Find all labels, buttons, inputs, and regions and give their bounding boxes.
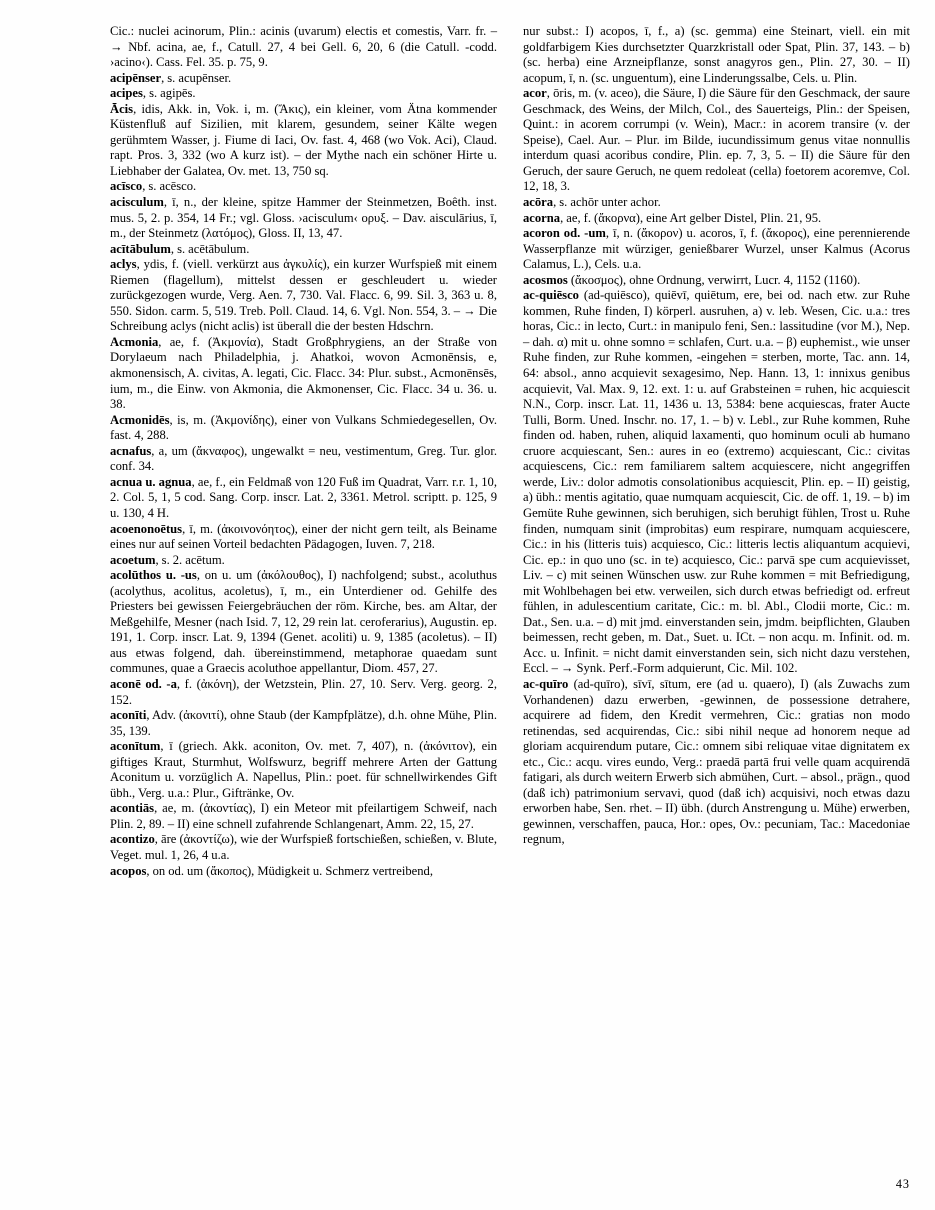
entry-body: , ae, m. (ἀκοντίας), I) ein Meteor mit pfeilartigem Schweif, nach Plin. 2, 89. – II) eine schnell zufahrende Schlangenart, Amm. 22, 15, 27.	[110, 801, 497, 831]
dictionary-entry	[110, 739, 497, 801]
dictionary-entry	[110, 832, 497, 863]
entry-body: , on u. um (ἀκόλουθος), I) nachfolgend; subst., acoluthus (acolythus, acolitus, acoletus), ī, m., ein Unterdiener od. Gehilfe des Priesters bei gewissen Feiergebräuchen der röm. Kirche, bes. am Altar, der Meßgehilfe, Mesner (nach Isid. 7, 12, 29 rein lat. ceroferarius), Augustin. ep. 191, 1. Corp. inscr. Lat. 9, 1394 (Genet. acoliti) u. 9, 1385 (acoletus). – II) aus etwas folgend, dah. übereinstimmend, metaphorae quaedam sunt communes, quae a Graecis acoluthoe appellantur, Diom. 457, 27.	[110, 568, 497, 676]
entry-body: , ōris, m. (v. aceo), die Säure, I) die Säure für den Geschmack, der saure Geschmack, des Weins, der Milch, Col., des Sauerteigs, Plin.: der Speisen, Quint.: in acorem corrumpi (v. Wein), Macr.: in acorem transire (v. der Speise), Cael. Aur. – Plur. im Bilde, iucundissimum genus vitae nonnullis interdum quasi acoribus condire, Plin. ep. 7, 3, 5. – II) die Säure für den Geruch, der saure Geruch, ne quem redoleat (cella) foetorem acoremve, Col. 12, 18, 3.	[523, 86, 910, 194]
entry-headword: acōra	[523, 195, 554, 210]
entry-headword: Ācis	[110, 101, 134, 116]
entry-headword: acor	[523, 86, 547, 101]
dictionary-entry	[110, 708, 497, 739]
entry-headword: ac-quīro	[523, 676, 569, 691]
dictionary-entry	[110, 257, 497, 335]
dictionary-entry	[110, 195, 497, 242]
entry-body: , s. 2. acētum.	[155, 552, 225, 567]
entry-headword: acoenonoētus	[110, 521, 183, 536]
dictionary-entry	[110, 475, 497, 522]
entry-body: , f. (ἀκόνη), der Wetzstein, Plin. 27, 10. Serv. Verg. georg. 2, 152.	[110, 676, 497, 707]
dictionary-entry	[523, 226, 910, 273]
entry-headword: acisculum	[110, 195, 164, 210]
entry-body: , a, um (ἄκναφος), ungewalkt = neu, vestimentum, Greg. Tur. glor. conf. 34.	[110, 443, 497, 474]
entry-body: , ī (griech. Akk. aconiton, Ov. met. 7, 407), n. (ἀκόνιτον), ein giftiges Kraut, Sturmhut, Wolfswurz, begriff mehrere Arten der Gattung Aconitum u. vorzüglich A. Napellus, Plin.: poet. für schnellwirkendes Gift übh., Verg. u.a.: Plur., Giftränke, Ov.	[110, 739, 497, 800]
entry-body: , ī, n. (ἄκορον) u. acoros, ī, f. (ἄκορος), eine perennierende Wasserpflanze mit würziger, genießbarer Wurzel, unser Kalmus (Acorus Calamus, L.), Cels. u.a.	[523, 226, 910, 272]
entry-body: (ad-quiēsco), quiēvī, quiētum, ere, bei od. nach etw. zur Ruhe kommen, Ruhe finden, I) körperl. ausruhen, a) v. leb. Wesen, Cic. u.a.: tres horas, Cic.: in lecto, Curt.: in manipulo feni, Sen.: lassitudine (vor M.), Nep. – dah. α) mit u. ohne somno = schlafen, Curt. u.a. – β) euphemist., wie unser Ruhe finden, zur Ruhe kommen, -eingehen = sterben, morte, Tac. ann. 14, 64: absol., anno acquievit sexagesimo, Nep. Hann. 13, 1: innixus genibus acquievit, Val. Max. 9, 12. ext. 1: u. auf Grabsteinen = ruhen, hic acquiescit N.N., Corp. inscr. Lat. 11, 1436 u. 13, 5384: bene acquiescas, frater Aucte Tulli, Borm. Uned. Inschr. no. 17, 1. – b) v. Lebl., zur Ruhe kommen, Ruhe finden od. haben, ruhen, aliquid laxamenti, quo hominum oculi ab humano cruore acquiescant, Sen.: aures in eo (extremo) acquiescant, Cic.: civitas acquiescens, Cic.: rem familiarem saltem acquiescere, nicht angegriffen werde, Liv.: dolor admotis consolationibus acquiescit, Plin. ep. – II) geistig, a) übh.: mentis agitatio, quae numquam acquiescit, Cic. de off. 1, 19. – b) im Gemüte Ruhe gewinnen, sich beruhigen, sich beruhigt fühlen, Trost u. Ruhe finden, numquam sinit (improbitas) eum respirare, numquam acquiescere, Cic.: in his (litteris tuis) acquiesco, Cic.: litteris lectis aliquantum acquievi, Cic. ep.: in quo uno (sc. in te) acquiesco, Cic.: parvā spe cum acquievisset, Liv. – c) mit seinen Wünschen usw. zur Ruhe kommen = mit Befriedigung, mit Wohlbehagen bei etw. verweilen, sich durch etwas befriedigt od. erfreut fühlen, in adulescentium caritate, Cic.: m. bl. Abl., Clodii morte, Cic.: m. Dat., Sen. u.a. – d) mit jmd. einverstanden sein, jmdm. beipflichten, Glauben beimessen, recht geben, m. Dat., Suet. u. ICt. – non acqu. m. Infinit. od. m. Acc. u. Infinit. = nicht damit einverstanden sein, sich nicht dazu verstehen, Eccl. – → Synk. Perf.-Form adquierunt, Cic. Mil. 102.	[523, 288, 910, 676]
dictionary-entry	[523, 273, 910, 289]
entry-body: , idis, Akk. in, Vok. i, m. (Ἄκις), ein kleiner, vom Ätna kommender Küstenfluß auf Sizilien, mit klarem, gesundem, seiner Kälte wegen gerühmtem Wasser, j. Fiume di Iaci, Ov. fast. 4, 468 (wo Vok. Aci), Claud. rapt. Pros. 3, 332 (wo A kurz ist). – der Mythe nach ein schöner Hirte u. Liebhaber der Galatea, Ov. met. 13, 750 sq.	[110, 101, 497, 178]
entry-body: , on od. um (ἄκοπος), Müdigkeit u. Schmerz vertreibend,	[146, 863, 433, 878]
entry-headword: Acmonidēs	[110, 412, 170, 427]
entry-headword: aconītum	[110, 739, 161, 754]
continuation-body: Cic.: nuclei acinorum, Plin.: acinis (uvarum) electis et comestis, Varr. fr. – → Nbf. acina, ae, f., Catull. 27, 4 bei Gell. 6, 20, 6 (die Catull. -codd. ›acino‹). Cass. Fel. 35. p. 75, 9.	[110, 24, 497, 70]
entry-body: , Adv. (ἀκονιτί), ohne Staub (der Kampfplätze), d.h. ohne Mühe, Plin. 35, 139.	[110, 708, 497, 738]
left-column	[110, 24, 497, 1154]
dictionary-entry	[523, 677, 910, 848]
entry-body: , s. acupēnser.	[161, 70, 232, 85]
entry-headword: acipes	[110, 86, 143, 101]
entry-headword: acoetum	[110, 552, 156, 567]
right-column	[523, 24, 910, 1154]
entry-body: , ydis, f. (viell. verkürzt aus ἀγκυλίς), ein kurzer Wurfspieß mit einem Riemen (flagellum), mittelst dessen er geschleudert u. wieder zurückgezogen wurde, Verg. Aen. 7, 730. Val. Flacc. 6, 99. Sil. 3, 363 u. 8, 550. Sidon. carm. 5, 519. Treb. Poll. Claud. 14, 6. Vgl. Non. 554, 3. – → Die Schreibung aclys (nicht aclis) ist überall die der besten Hdschrn.	[110, 257, 497, 334]
dictionary-entry	[523, 195, 910, 211]
entry-body: , āre (ἀκοντίζω), wie der Wurfspieß fortschießen, schießen, v. Blute, Veget. mul. 1, 26, 4 u.a.	[110, 832, 497, 862]
entry-headword: acosmos	[523, 272, 568, 287]
entry-body: , s. agipēs.	[142, 86, 196, 101]
dictionary-entry	[110, 179, 497, 195]
entry-body: , s. achōr unter achor.	[553, 195, 661, 210]
dictionary-entry	[110, 677, 497, 708]
dictionary-entry	[110, 553, 497, 569]
entry-headword: acīsco	[110, 179, 143, 194]
entry-headword: aclys	[110, 257, 137, 272]
entry-headword: acnua u. agnua	[110, 474, 192, 489]
dictionary-entry	[110, 413, 497, 444]
entry-headword: acontizo	[110, 832, 155, 847]
dictionary-entry	[523, 288, 910, 677]
entry-body: , ae, f. (ἄκορνα), eine Art gelber Distel, Plin. 21, 95.	[560, 210, 822, 225]
entry-headword: acopos	[110, 863, 147, 878]
dictionary-entry	[110, 568, 497, 677]
entry-headword: acipēnser	[110, 70, 162, 85]
dictionary-entry	[523, 86, 910, 195]
entry-body: , ī, m. (ἀκοινονόητος), einer der nicht gern teilt, als Beiname eines nur auf seinen Vorteil bedachten Pädagogen, Iuven. 7, 218.	[110, 521, 497, 552]
entry-headword: acontiās	[110, 801, 155, 816]
dictionary-entry	[110, 86, 497, 102]
entry-body: (ἄκοσμος), ohne Ordnung, verwirrt, Lucr. 4, 1152 (1160).	[567, 272, 861, 287]
entry-body: (ad-quīro), sīvī, sītum, ere (ad u. quaero), I) (als Zuwachs zum Vorhandenen) dazu erwerben, -gewinnen, de possessione detrahere, acquirere ad fidem, den Kredit vermehren, Cic.: gratias non modo retinendas, sed acquirendas, Cic.: sibi nihil neque ad honorem neque ad gloriam acquirendum putare, Cic.: omnem sibi reliquae vitae dignitatem ex etc., Cic.: acqu. vires eundo, Verg.: praedā partā frui velle quam acquirendā fatigari, als durch weitern Erwerb sich abmühen, Curt. – absol., prägn., quod (daß ich) patrimonium servavi, quod (daß ich) acquisivi, noch etwas dazu erworben habe, Sen. rhet. – II) übh. (durch Anstrengung u. Mühe) erwerben, gewinnen, verschaffen, pauca, Hor.: opes, Ov.: pecuniam, Tac.: Macedoniae regnum,	[523, 676, 910, 847]
entry-body: , ae, f. (Ἀκμονία), Stadt Großphrygiens, an der Straße von Dorylaeum nach Philadelphia, j. Ahatkoi, wovon Acmonēnsis, e, akmonensisch, A. civitas, A. legati, Cic. Flacc. 34: Plur. subst., Acmonēnsēs, ium, m., die Einw. von Akmonia, die Akmonenser, Cic. Flacc. 34 u. 36. u. 38.	[110, 334, 497, 412]
dictionary-entry	[523, 211, 910, 227]
entry-headword: acoron od. -um	[523, 226, 606, 241]
entry-headword: ac-quiēsco	[523, 288, 579, 303]
entry-headword: acorna	[523, 210, 561, 225]
entry-body: , s. acēsco.	[142, 179, 197, 194]
dictionary-entry	[110, 102, 497, 180]
dictionary-entry	[110, 864, 497, 880]
dictionary-entry	[110, 242, 497, 258]
entry-headword: Acmonia	[110, 334, 159, 349]
entry-headword: acnafus	[110, 443, 152, 458]
dictionary-entry	[110, 335, 497, 413]
dictionary-entry	[110, 801, 497, 832]
entry-headword: aconīti	[110, 708, 147, 723]
entry-headword: aconē od. -a	[110, 676, 177, 691]
entry-headword: acītābulum	[110, 241, 171, 256]
entry-body: , ae, f., ein Feldmaß von 120 Fuß im Quadrat, Varr. r.r. 1, 10, 2. Col. 5, 1, 5 cod. Sang. Corp. inscr. Lat. 2, 3361. Metrol. scriptt. p. 125, 9 u. 130, 4 H.	[110, 474, 497, 520]
entry-body: , ī, n., der kleine, spitze Hammer der Steinmetzen, Boêth. inst. mus. 5, 2. p. 354, 14 Fr.; vgl. Gloss. ›acisculum‹ ορυξ. – Dav. aisculārius, ī, m., der Steinmetz (λατόμος), Gloss. II, 13, 47.	[110, 195, 497, 241]
page-number: 43	[895, 1177, 910, 1191]
column-continuation-text	[523, 24, 910, 86]
dictionary-entry	[110, 71, 497, 87]
dictionary-entry	[110, 444, 497, 475]
continuation-body: nur subst.: I) acopos, ī, f., a) (sc. gemma) eine Steinart, viell. ein mit goldfarbigem Kies durchsetzter Quarzkristall oder Spat, Plin. 37, 143. – b) (sc. herba) eine Arzneipflanze, sonst anagyros gen., Plin. 27, 30. – II) acopum, ī, n. (sc. unguentum), eine Linderungssalbe, Cels. u. Plin.	[523, 24, 910, 85]
two-column-text-body	[110, 24, 910, 1154]
entry-body: , is, m. (Ἀκμονίδης), einer von Vulkans Schmiedegesellen, Ov. fast. 4, 288.	[110, 412, 497, 443]
dictionary-entry	[110, 522, 497, 553]
column-continuation-text	[110, 24, 497, 71]
entry-headword: acolūthos u. -us	[110, 568, 197, 583]
entry-body: , s. acētābulum.	[170, 241, 250, 256]
